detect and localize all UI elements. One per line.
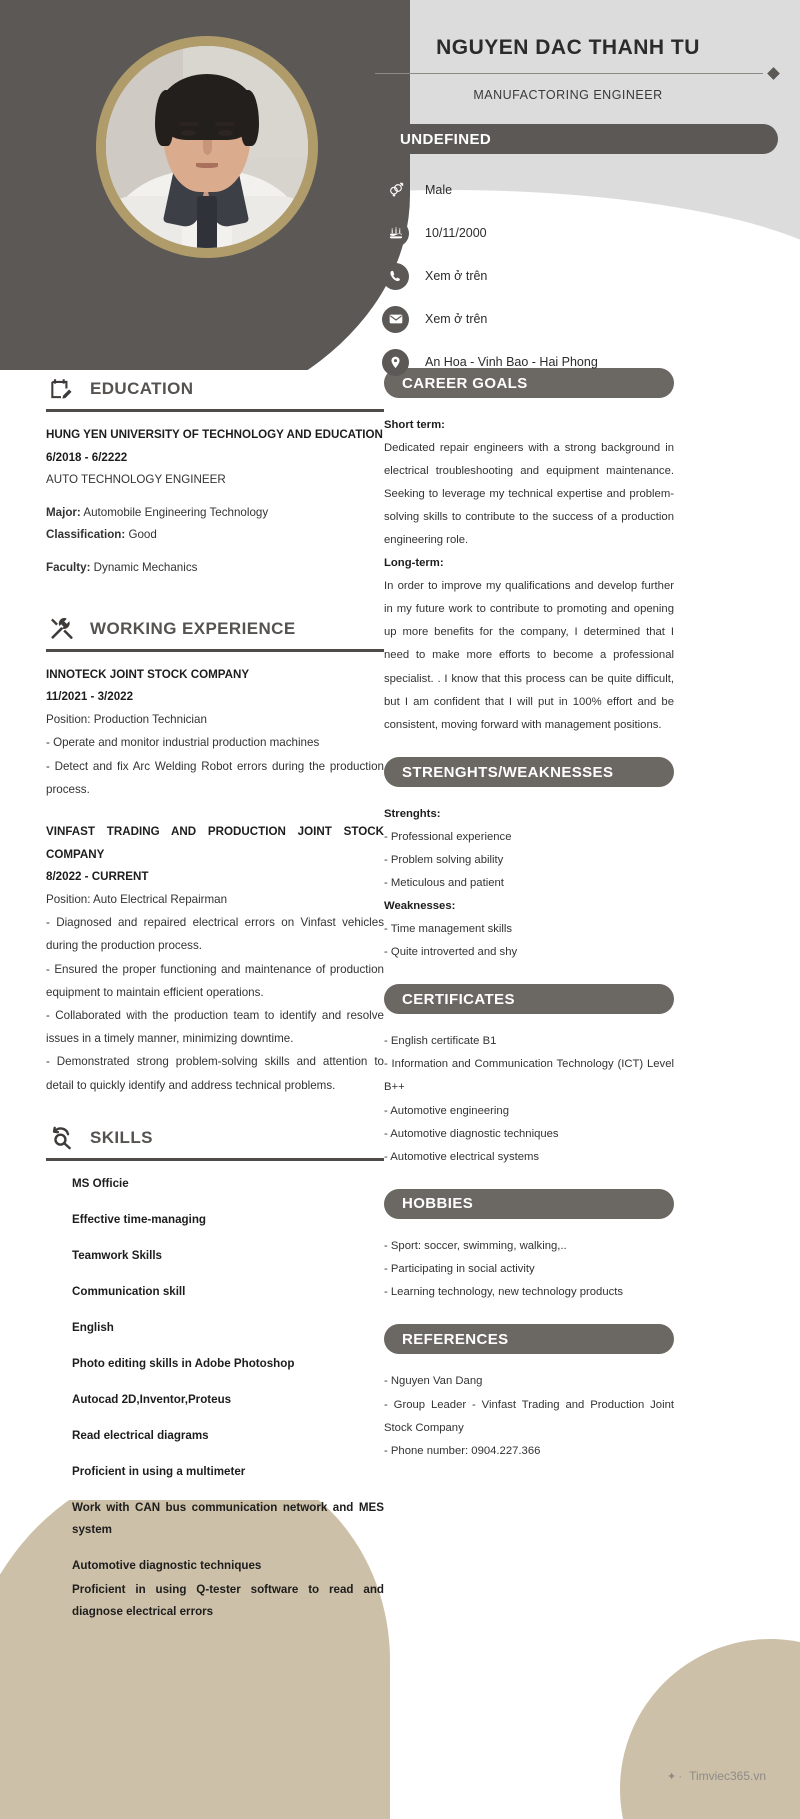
contact-row-address <box>382 344 800 380</box>
left-column <box>46 368 384 1637</box>
section-title-hobbies: HOBBIES <box>384 1189 674 1219</box>
contact-address-value: An Hoa - Vinh Bao - Hai Phong <box>425 355 598 369</box>
diamond-right-icon <box>767 67 780 80</box>
education-school: HUNG YEN UNIVERSITY OF TECHNOLOGY AND EDUCATION <box>46 428 383 441</box>
list-item: - Automotive engineering <box>384 1104 509 1117</box>
birthday-cake-icon <box>382 220 409 247</box>
experience-bullet: - Ensured the proper functioning and maintenance of production equipment to maintain efficient operations. <box>46 962 384 999</box>
objective-pill: UNDEFINED <box>382 124 778 154</box>
education-classification-value: Good <box>125 528 157 542</box>
section-title-skills: SKILLS <box>90 1127 153 1147</box>
list-item: MS Officie <box>72 1176 129 1190</box>
name-divider <box>360 69 800 78</box>
divider-line <box>375 73 763 74</box>
sparkle-icon: ✦ · <box>666 1770 683 1783</box>
list-item: - Group Leader - Vinfast Trading and Production Joint Stock Company <box>384 1398 674 1434</box>
diamond-left-icon <box>358 67 371 80</box>
section-header-education <box>46 374 384 404</box>
list-item: - Professional experience <box>384 830 512 843</box>
list-item: Work with CAN bus communication network and MES system <box>72 1500 384 1536</box>
section-title-certificates: CERTIFICATES <box>384 984 674 1014</box>
list-item: - Participating in social activity <box>384 1263 535 1276</box>
tools-icon <box>46 614 76 644</box>
experience-bullet: - Diagnosed and repaired electrical errors on Vinfast vehicles during the production process. <box>46 916 384 953</box>
experience-bullet: - Detect and fix Arc Welding Robot errors during the production process. <box>46 759 384 796</box>
contact-gender-value: Male <box>425 183 453 197</box>
experience-period: 8/2022 - CURRENT <box>46 870 149 884</box>
section-header-skills <box>46 1123 384 1153</box>
section-title-experience: WORKING EXPERIENCE <box>90 618 296 638</box>
experience-position: Position: Production Technician <box>46 712 207 726</box>
list-item: Proficient in using a multimeter <box>72 1464 246 1478</box>
experience-company: INNOTECK JOINT STOCK COMPANY <box>46 667 250 681</box>
list-item: Communication skill <box>72 1284 186 1298</box>
email-icon <box>382 306 409 333</box>
list-item: - Nguyen Van Dang <box>384 1375 483 1388</box>
list-item: - Automotive electrical systems <box>384 1150 540 1163</box>
experience-company: VINFAST TRADING AND PRODUCTION JOINT STOCK COMPANY <box>46 824 384 861</box>
education-classification <box>46 524 384 547</box>
skills-search-icon <box>46 1123 76 1153</box>
list-item: - Problem solving ability <box>384 853 504 866</box>
contact-phone-value: Xem ở trên <box>425 269 488 283</box>
list-item: - Automotive diagnostic techniques <box>384 1127 559 1140</box>
section-title-career-goals: CAREER GOALS <box>384 368 674 398</box>
footer-brand-label: Timviec365.vn <box>689 1769 766 1783</box>
experience-period: 11/2021 - 3/2022 <box>46 690 134 704</box>
list-item: Autocad 2D,Inventor,Proteus <box>72 1392 232 1406</box>
education-classification-label: Classification: <box>46 528 126 542</box>
page-title: NGUYEN DAC THANH TU <box>436 36 700 59</box>
list-item: - Information and Communication Technology (ICT) Level B++ <box>384 1058 674 1094</box>
education-faculty <box>46 557 384 580</box>
section-title-references: REFERENCES <box>384 1324 674 1354</box>
contact-birthday-value: 10/11/2000 <box>425 226 487 240</box>
list-item: - Meticulous and patient <box>384 876 504 889</box>
list-item: - Phone number: 0904.227.366 <box>384 1444 541 1457</box>
education-period: 6/2018 - 6/2222 <box>46 450 128 464</box>
education-faculty-label: Faculty: <box>46 560 91 574</box>
contact-row-phone <box>382 258 800 294</box>
list-item: Teamwork Skills <box>72 1248 162 1262</box>
list-item: Proficient in using Q-tester software to read and diagnose electrical errors <box>72 1582 384 1618</box>
contact-row-email <box>382 301 800 337</box>
experience-position: Position: Auto Electrical Repairman <box>46 892 228 906</box>
experience-bullet: - Collaborated with the production team to identify and resolve issues in a timely manner, minimizing downtime. <box>46 1009 384 1046</box>
weaknesses-label: Weaknesses: <box>384 900 456 913</box>
education-degree: AUTO TECHNOLOGY ENGINEER <box>46 473 226 487</box>
experience-bullet: - Demonstrated strong problem-solving skills and attention to detail to quickly identify and address technical problems. <box>46 1055 384 1092</box>
career-short-term-text: Dedicated repair engineers with a strong background in electrical troubleshooting and equipment maintenance. Seeking to leverage my technical expertise and problem-solving skills to contribute to the success of a production engineering role. <box>384 441 674 547</box>
experience-bullet: - Operate and monitor industrial production machines <box>46 736 320 750</box>
contact-row-gender <box>382 172 800 208</box>
section-rule-experience <box>46 649 384 652</box>
section-title-strengths-weaknesses: STRENGHTS/WEAKNESSES <box>384 757 674 787</box>
section-header-experience <box>46 614 384 644</box>
education-major-label: Major: <box>46 505 81 519</box>
decor-beige-right-shape <box>620 1639 800 1819</box>
list-item: Effective time-managing <box>72 1212 207 1226</box>
job-role: MANUFACTORING ENGINEER <box>473 88 663 102</box>
career-long-term-text: In order to improve my qualifications and develop further in my future work to contribute to promoting and opening up more benefits for the company, I determined that I need to make more efforts to become a professional specialist. . I know that this process can be quite difficult, but I am confident that I will put in 100% effort and be consistent, moving forward with management positions. <box>384 579 674 731</box>
phone-icon <box>382 263 409 290</box>
list-item: Photo editing skills in Adobe Photoshop <box>72 1356 295 1370</box>
list-item: - English certificate B1 <box>384 1035 497 1048</box>
contact-row-birthday <box>382 215 800 251</box>
section-title-education: EDUCATION <box>90 379 194 398</box>
section-rule-skills <box>46 1158 384 1161</box>
contact-email-value: Xem ở trên <box>425 312 488 326</box>
education-major <box>46 502 384 525</box>
list-item: English <box>72 1320 114 1334</box>
career-long-term-label: Long-term: <box>384 557 444 570</box>
career-short-term-label: Short term: <box>384 419 445 431</box>
education-faculty-value: Dynamic Mechanics <box>90 560 198 574</box>
header-details <box>360 0 800 387</box>
list-item: Read electrical diagrams <box>72 1428 209 1442</box>
strengths-label: Strenghts: <box>384 808 441 821</box>
list-item: - Learning technology, new technology products <box>384 1286 624 1299</box>
list-item: - Quite introverted and shy <box>384 945 518 958</box>
right-column <box>384 368 674 1463</box>
gender-icon <box>382 177 409 204</box>
list-item: Automotive diagnostic techniques <box>72 1558 262 1572</box>
list-item: - Sport: soccer, swimming, walking,.. <box>384 1239 567 1252</box>
location-pin-icon <box>382 349 409 376</box>
education-major-value: Automobile Engineering Technology <box>80 505 269 519</box>
avatar <box>106 46 308 248</box>
contact-info-list <box>382 172 800 380</box>
calendar-edit-icon <box>46 374 76 404</box>
footer-brand <box>667 1769 766 1783</box>
section-rule-education <box>46 409 384 412</box>
list-item: - Time management skills <box>384 922 513 935</box>
